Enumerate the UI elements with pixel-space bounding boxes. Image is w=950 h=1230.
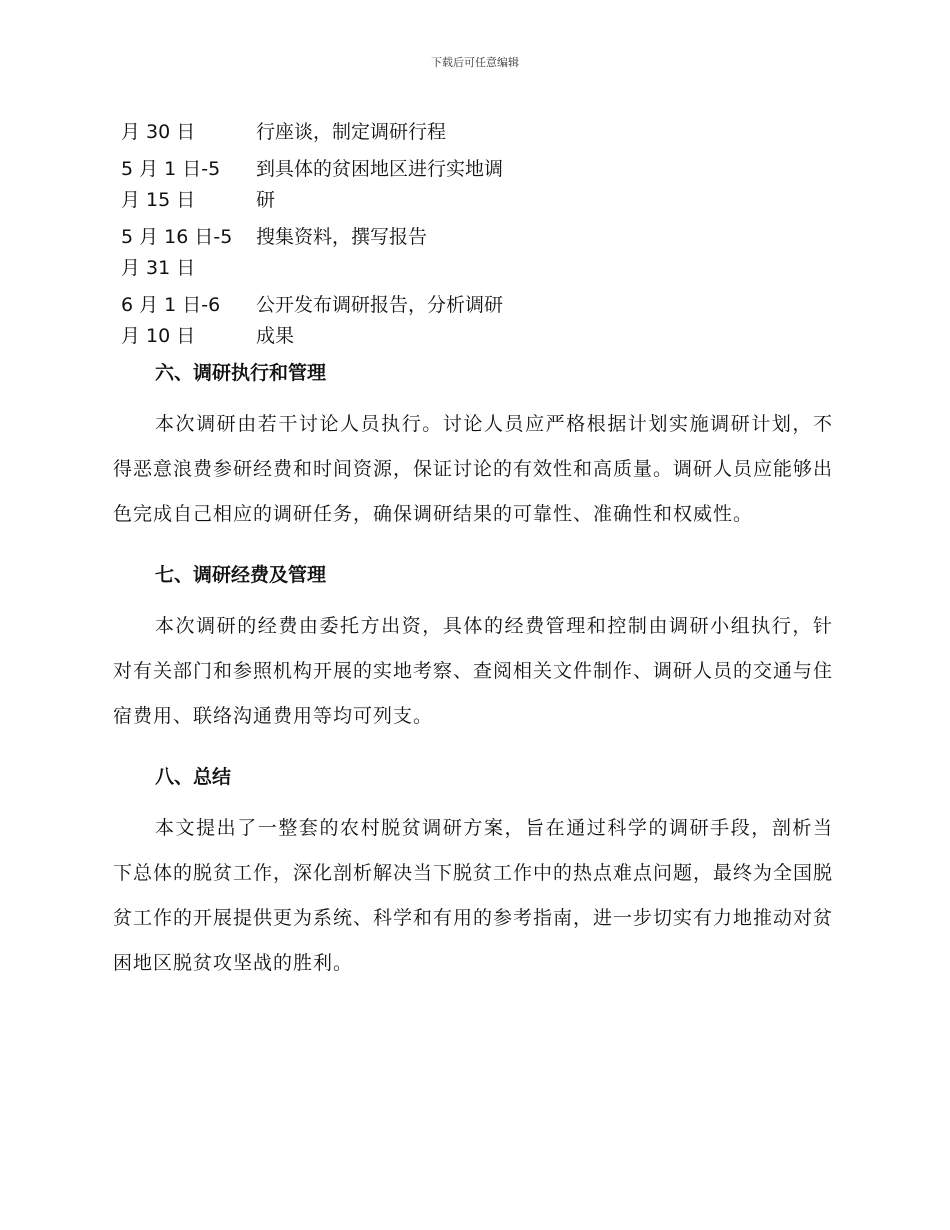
- schedule-date: 5 月 1 日-5 月 15 日: [121, 158, 221, 211]
- schedule-row: [121, 290, 556, 352]
- schedule-task: 搜集资料，撰写报告: [256, 226, 428, 248]
- schedule-row: [121, 222, 556, 284]
- schedule-date: 月 30 日: [121, 121, 196, 143]
- schedule-row: [121, 117, 556, 148]
- section-body-budget: 本次调研的经费由委托方出资，具体的经费管理和控制由调研小组执行，针对有关部门和参照机构开展的实地考察、查阅相关文件制作、调研人员的交通与住宿费用、联络沟通费用等均可列支。: [113, 615, 834, 727]
- section-heading-execution: 六、调研执行和管理: [155, 362, 327, 384]
- schedule-task: 行座谈，制定调研行程: [256, 121, 447, 143]
- section-body-summary: 本文提出了一整套的农村脱贫调研方案，旨在通过科学的调研手段，剖析当下总体的脱贫工作，深化剖析解决当下脱贫工作中的热点难点问题，最终为全国脱贫工作的开展提供更为系统、科学和有用的参考指南，进一步切实有力地推动对贫困地区脱贫攻坚战的胜利。: [113, 817, 834, 974]
- schedule-row: [121, 154, 556, 216]
- schedule-date: 6 月 1 日-6 月 10 日: [121, 294, 221, 347]
- section-heading-summary: 八、总结: [155, 766, 232, 788]
- section-heading-budget: 七、调研经费及管理: [155, 564, 327, 586]
- schedule-table: [121, 117, 556, 358]
- schedule-task: 公开发布调研报告，分析调研 成果: [256, 294, 504, 347]
- page-header: 下载后可任意编辑: [431, 56, 519, 69]
- document-body: [113, 354, 833, 1005]
- schedule-task: 到具体的贫困地区进行实地调 研: [256, 158, 504, 211]
- section-body-execution: 本次调研由若干讨论人员执行。讨论人员应严格根据计划实施调研计划，不得恶意浪费参研经费和时间资源，保证讨论的有效性和高质量。调研人员应能够出色完成自己相应的调研任务，确保调研结果的可靠性、准确性和权威性。: [113, 413, 834, 525]
- schedule-date: 5 月 16 日-5 月 31 日: [121, 226, 233, 279]
